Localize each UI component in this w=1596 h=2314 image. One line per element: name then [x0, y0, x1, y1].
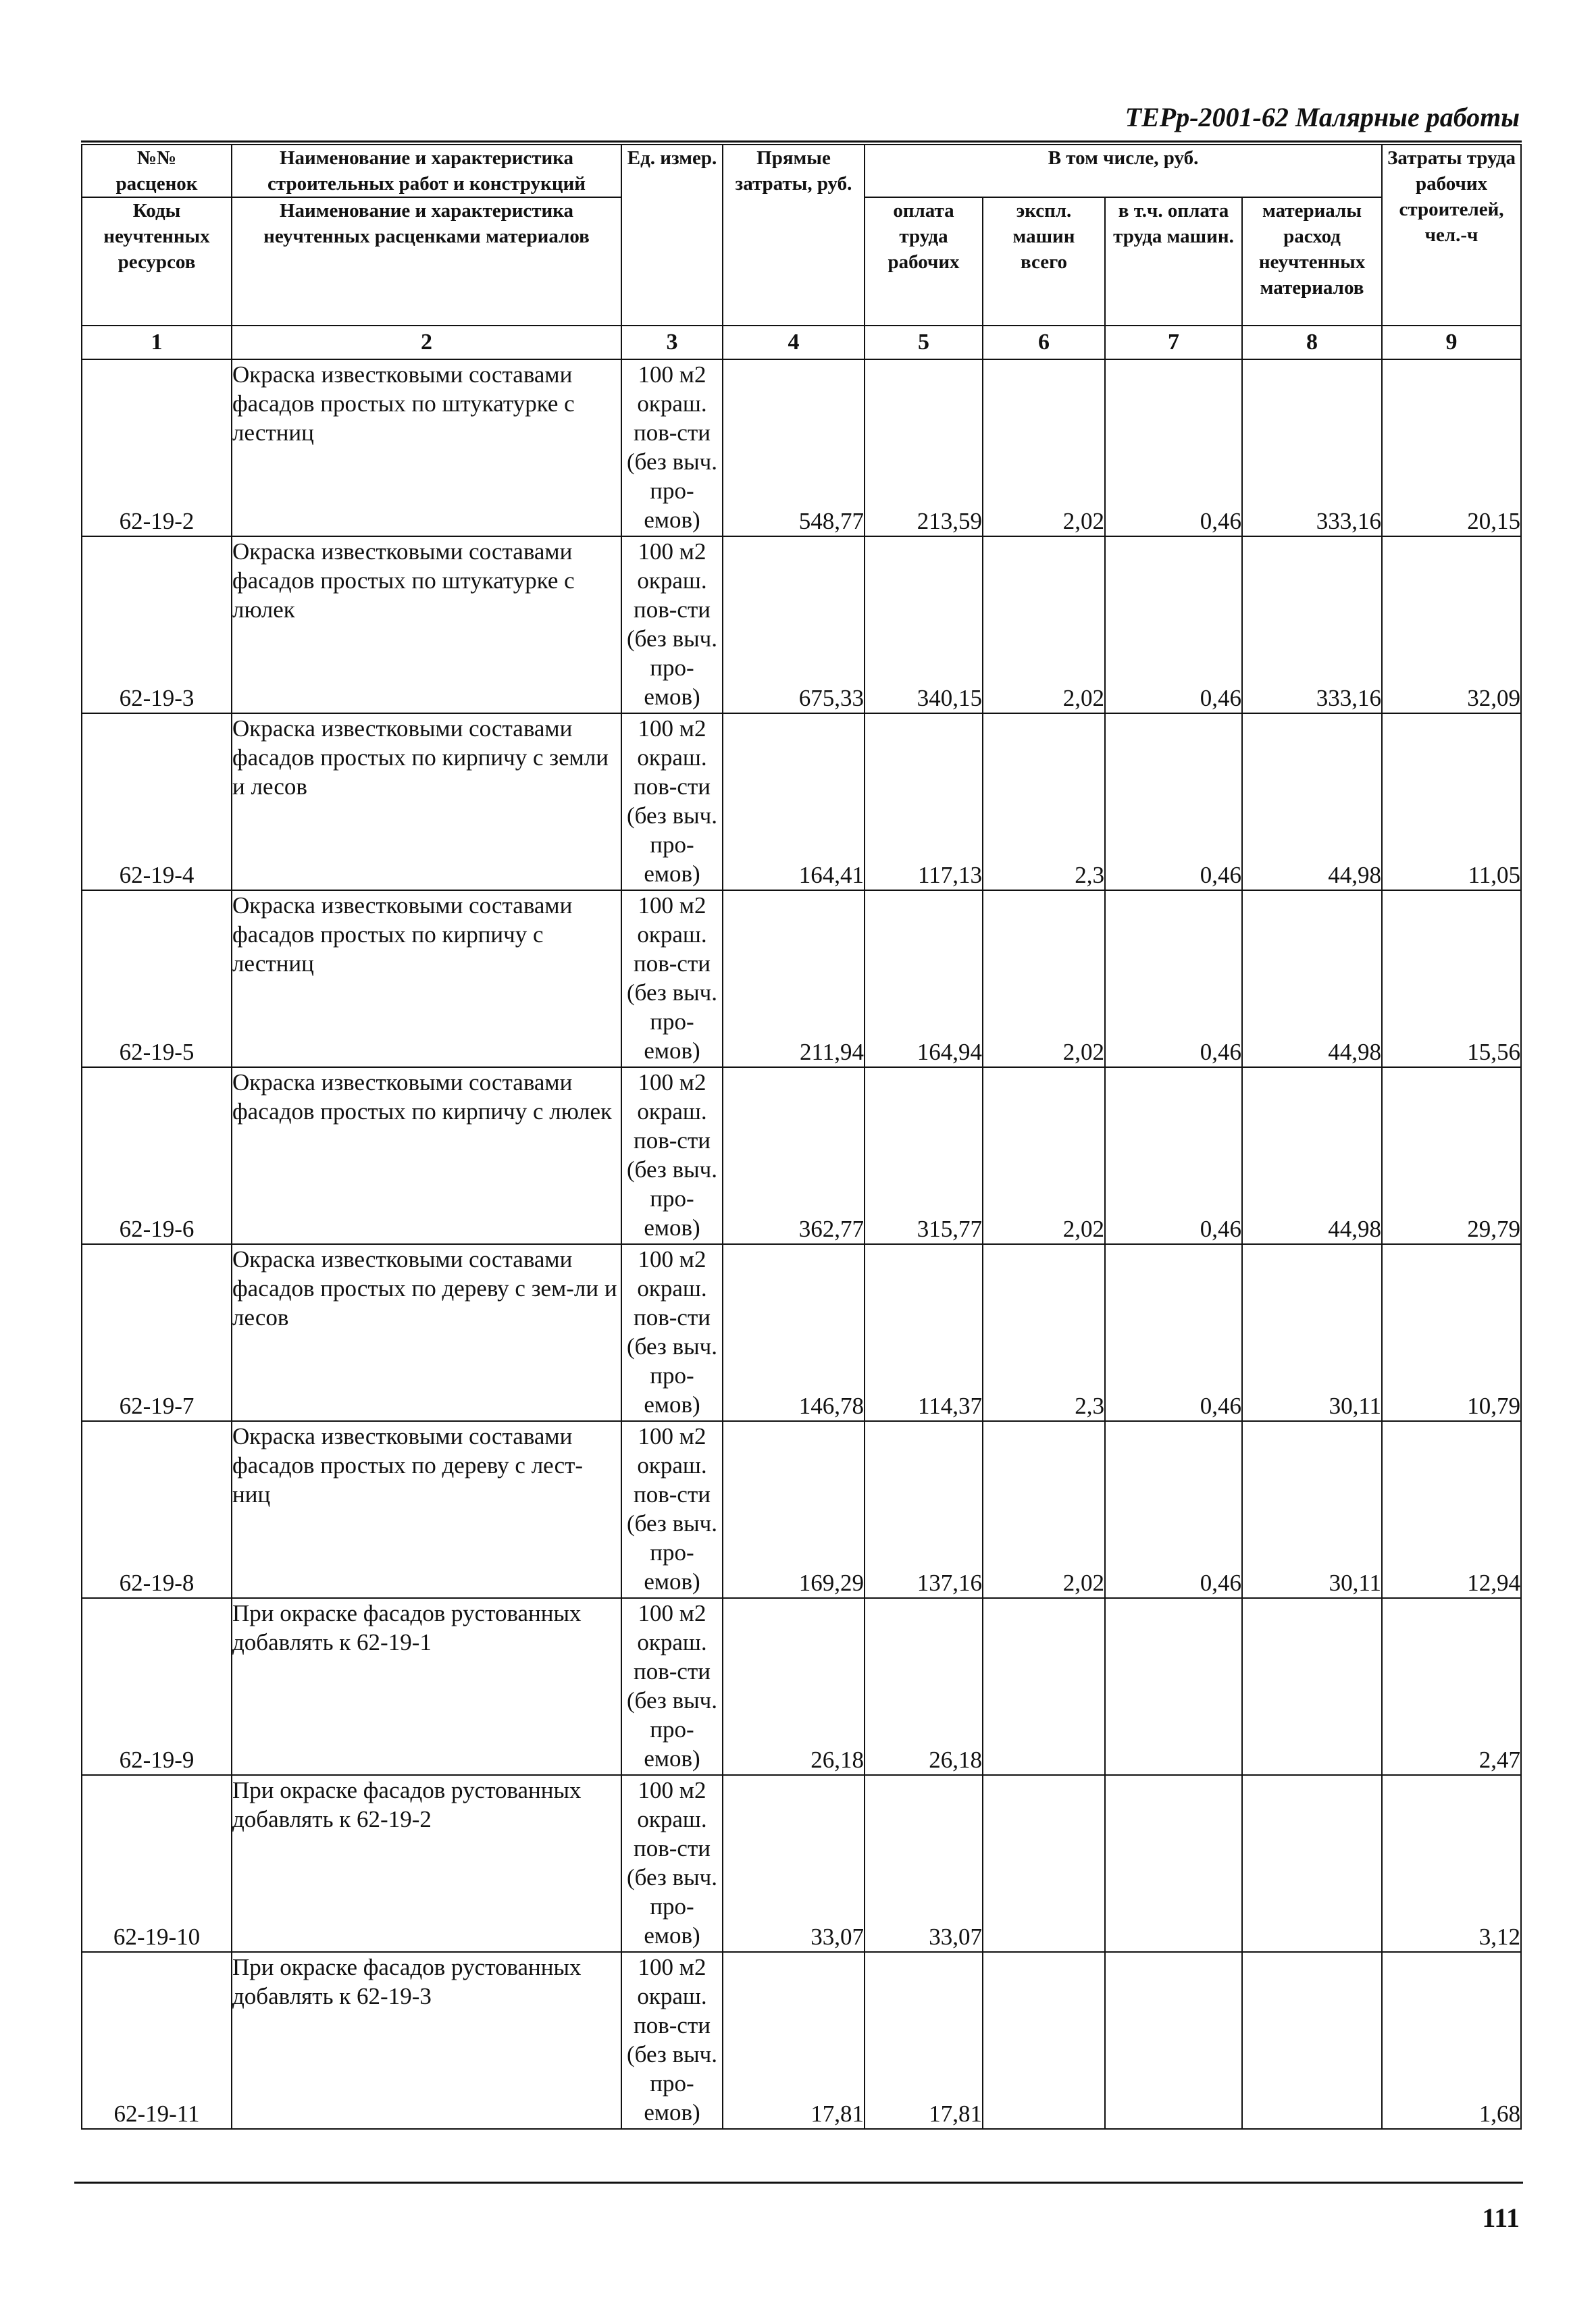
column-number: 1	[82, 326, 232, 359]
direct-cost: 169,29	[723, 1421, 865, 1598]
machines-total	[983, 1775, 1105, 1952]
rate-unit: 100 м2 окраш. пов-сти (без выч. про-емов)	[621, 1952, 723, 2129]
rates-table	[81, 144, 1522, 2130]
wages-cost: 164,94	[865, 890, 983, 1067]
machines-total	[983, 1952, 1105, 2129]
rate-code: 62-19-5	[82, 890, 232, 1067]
rate-unit: 100 м2 окраш. пов-сти (без выч. про-емов)	[621, 359, 723, 536]
wages-cost: 17,81	[865, 1952, 983, 2129]
machines-wages	[1105, 1952, 1242, 2129]
rate-code: 62-19-11	[82, 1952, 232, 2129]
rate-description: Окраска известковыми составами фасадов простых по кирпичу с люлек	[232, 1067, 621, 1244]
document-title: ТЕРр-2001-62 Малярные работы	[1125, 102, 1520, 132]
labor-hours: 3,12	[1382, 1775, 1521, 1952]
rate-description: Окраска известковыми составами фасадов простых по кирпичу с лестниц	[232, 890, 621, 1067]
direct-cost: 164,41	[723, 713, 865, 890]
table-row	[82, 1598, 1521, 1775]
direct-cost: 548,77	[723, 359, 865, 536]
labor-hours: 15,56	[1382, 890, 1521, 1067]
header-code-top	[82, 145, 232, 197]
wages-cost: 33,07	[865, 1775, 983, 1952]
table-row	[82, 536, 1521, 713]
page-number: 111	[1482, 2203, 1520, 2233]
header-wages	[865, 197, 983, 326]
labor-hours: 29,79	[1382, 1067, 1521, 1244]
materials-cost: 44,98	[1242, 1067, 1382, 1244]
rate-code: 62-19-6	[82, 1067, 232, 1244]
rate-unit: 100 м2 окраш. пов-сти (без выч. про-емов)	[621, 1421, 723, 1598]
machines-wages	[1105, 1775, 1242, 1952]
labor-hours: 12,94	[1382, 1421, 1521, 1598]
column-number: 6	[983, 326, 1105, 359]
rate-description: Окраска известковыми составами фасадов простых по штукатурке с лестниц	[232, 359, 621, 536]
rate-unit: 100 м2 окраш. пов-сти (без выч. про-емов)	[621, 890, 723, 1067]
labor-hours: 2,47	[1382, 1598, 1521, 1775]
column-number-row	[82, 326, 1521, 359]
header-code-label2: расценок	[115, 173, 198, 195]
header-wages-bottom: труда рабочих	[887, 226, 960, 273]
column-number: 4	[723, 326, 865, 359]
labor-hours: 1,68	[1382, 1952, 1521, 2129]
rate-code: 62-19-10	[82, 1775, 232, 1952]
wages-cost: 117,13	[865, 713, 983, 890]
materials-cost: 333,16	[1242, 359, 1382, 536]
rate-description: Окраска известковыми составами фасадов простых по кирпичу с земли и лесов	[232, 713, 621, 890]
column-number: 2	[232, 326, 621, 359]
materials-cost	[1242, 1598, 1382, 1775]
machines-wages: 0,46	[1105, 1067, 1242, 1244]
labor-hours: 11,05	[1382, 713, 1521, 890]
machines-total: 2,3	[983, 713, 1105, 890]
labor-hours: 20,15	[1382, 359, 1521, 536]
rate-unit: 100 м2 окраш. пов-сти (без выч. про-емов)	[621, 1775, 723, 1952]
header-materials	[1242, 197, 1382, 326]
materials-cost: 30,11	[1242, 1244, 1382, 1421]
machines-wages	[1105, 1598, 1242, 1775]
wages-cost: 114,37	[865, 1244, 983, 1421]
header-wages-top: оплата	[893, 200, 954, 222]
header-name-bottom: Наименование и характеристика неучтенных расценками материалов	[232, 197, 621, 326]
rate-description: Окраска известковыми составами фасадов простых по дереву с зем-ли и лесов	[232, 1244, 621, 1421]
column-number: 9	[1382, 326, 1521, 359]
rate-description: При окраске фасадов рустованных добавлять к 62-19-1	[232, 1598, 621, 1775]
table-row	[82, 1421, 1521, 1598]
machines-total	[983, 1598, 1105, 1775]
machines-total: 2,02	[983, 890, 1105, 1067]
direct-cost: 26,18	[723, 1598, 865, 1775]
bottom-rule	[74, 2182, 1523, 2184]
labor-hours: 32,09	[1382, 536, 1521, 713]
header-labor: Затраты труда рабочих строителей, чел.-ч	[1382, 145, 1521, 326]
labor-hours: 10,79	[1382, 1244, 1521, 1421]
machines-total: 2,02	[983, 1421, 1105, 1598]
rate-code: 62-19-3	[82, 536, 232, 713]
rate-code: 62-19-8	[82, 1421, 232, 1598]
direct-cost: 17,81	[723, 1952, 865, 2129]
header-machines-total	[983, 197, 1105, 326]
table-row	[82, 1244, 1521, 1421]
table-row	[82, 713, 1521, 890]
materials-cost: 44,98	[1242, 890, 1382, 1067]
wages-cost: 137,16	[865, 1421, 983, 1598]
table-row	[82, 890, 1521, 1067]
wages-cost: 315,77	[865, 1067, 983, 1244]
rate-description: При окраске фасадов рустованных добавлять к 62-19-2	[232, 1775, 621, 1952]
rate-unit: 100 м2 окраш. пов-сти (без выч. про-емов)	[621, 1067, 723, 1244]
rate-code: 62-19-9	[82, 1598, 232, 1775]
machines-wages: 0,46	[1105, 1244, 1242, 1421]
table-row	[82, 359, 1521, 536]
column-number: 5	[865, 326, 983, 359]
machines-total: 2,3	[983, 1244, 1105, 1421]
header-unit: Ед. измер.	[621, 145, 723, 326]
header-machines-top: экспл. машин	[1012, 200, 1075, 247]
materials-cost: 44,98	[1242, 713, 1382, 890]
direct-cost: 362,77	[723, 1067, 865, 1244]
header-code-bottom: Коды неучтенных ресурсов	[82, 197, 232, 326]
column-number: 8	[1242, 326, 1382, 359]
rate-unit: 100 м2 окраш. пов-сти (без выч. про-емов)	[621, 713, 723, 890]
column-number: 3	[621, 326, 723, 359]
header-direct: Прямые затраты, руб.	[723, 145, 865, 326]
machines-total: 2,02	[983, 1067, 1105, 1244]
machines-total: 2,02	[983, 359, 1105, 536]
header-materials-top: материалы	[1262, 200, 1362, 222]
materials-cost	[1242, 1775, 1382, 1952]
rate-description: При окраске фасадов рустованных добавлять к 62-19-3	[232, 1952, 621, 2129]
direct-cost: 675,33	[723, 536, 865, 713]
rate-unit: 100 м2 окраш. пов-сти (без выч. про-емов)	[621, 1244, 723, 1421]
rate-description: Окраска известковыми составами фасадов простых по дереву с лест-ниц	[232, 1421, 621, 1598]
rate-code: 62-19-7	[82, 1244, 232, 1421]
header-machines-total-label: всего	[1020, 251, 1068, 273]
machines-wages: 0,46	[1105, 890, 1242, 1067]
wages-cost: 26,18	[865, 1598, 983, 1775]
machines-wages: 0,46	[1105, 359, 1242, 536]
direct-cost: 211,94	[723, 890, 865, 1067]
header-machines-wages: в т.ч. оплата труда машин.	[1105, 197, 1242, 326]
column-number: 7	[1105, 326, 1242, 359]
direct-cost: 33,07	[723, 1775, 865, 1952]
header-materials-bottom: расход неучтенных материалов	[1258, 226, 1366, 299]
materials-cost: 333,16	[1242, 536, 1382, 713]
rate-unit: 100 м2 окраш. пов-сти (без выч. про-емов)	[621, 536, 723, 713]
rate-code: 62-19-4	[82, 713, 232, 890]
rate-unit: 100 м2 окраш. пов-сти (без выч. про-емов)	[621, 1598, 723, 1775]
direct-cost: 146,78	[723, 1244, 865, 1421]
machines-wages: 0,46	[1105, 536, 1242, 713]
materials-cost	[1242, 1952, 1382, 2129]
table-row	[82, 1952, 1521, 2129]
header-group: В том числе, руб.	[865, 145, 1382, 197]
machines-total: 2,02	[983, 536, 1105, 713]
rate-description: Окраска известковыми составами фасадов простых по штукатурке с люлек	[232, 536, 621, 713]
materials-cost: 30,11	[1242, 1421, 1382, 1598]
wages-cost: 213,59	[865, 359, 983, 536]
top-rule	[81, 140, 1522, 143]
header-code-label: №№	[136, 147, 177, 169]
machines-wages: 0,46	[1105, 713, 1242, 890]
table-row	[82, 1067, 1521, 1244]
rate-code: 62-19-2	[82, 359, 232, 536]
wages-cost: 340,15	[865, 536, 983, 713]
machines-wages: 0,46	[1105, 1421, 1242, 1598]
header-name-top: Наименование и характеристика строительных работ и конструкций	[232, 145, 621, 197]
table-row	[82, 1775, 1521, 1952]
